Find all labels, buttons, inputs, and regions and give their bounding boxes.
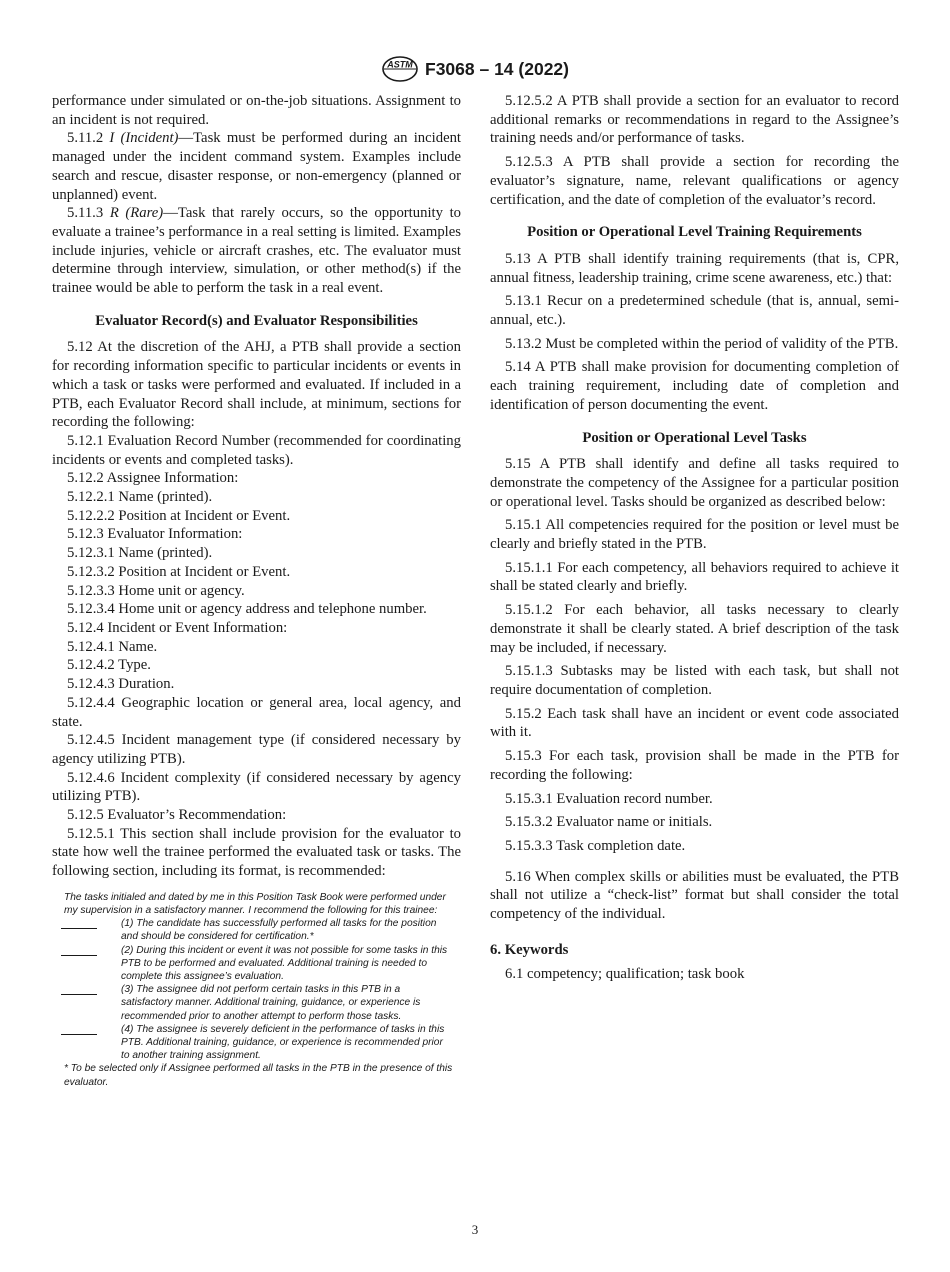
section-number: 5.11.3 bbox=[67, 205, 104, 222]
term-definition: —Task must be performed during an incident managed under the incident command system. Examples include search and rescue, disaster response, or non-emergency (planned or unplanned) event. bbox=[52, 130, 462, 203]
paragraph-5-12-4-2: 5.12.4.2 Type. bbox=[67, 657, 151, 674]
paragraph-5-13-2: 5.13.2 Must be completed within the period of validity of the PTB. bbox=[505, 335, 899, 352]
left-column bbox=[52, 92, 461, 1089]
recommendation-form-example bbox=[64, 891, 454, 1089]
section-heading-tasks: Position or Operational Level Tasks bbox=[582, 429, 807, 446]
term-definition: —Task that rarely occurs, so the opportunity to evaluate a trainee’s performance in a real setting is limited. Examples include injuries, vehicle or aircraft crashes, etc. The evaluator must determine through interview, simulation, or other method(s) if the trainee would be able to perform the task in a real event. bbox=[52, 205, 462, 297]
initial-blank-line bbox=[61, 1023, 97, 1035]
paragraph-5-15-1-2: 5.15.1.2 For each behavior, all tasks necessary to clearly demonstrate it shall be clearly stated. A brief description of the task may be included, if necessary. bbox=[490, 602, 899, 656]
initial-blank-line bbox=[61, 983, 97, 995]
section-heading-keywords: 6. Keywords bbox=[490, 941, 569, 958]
paragraph-5-15-1-3: 5.15.1.3 Subtasks may be listed with each task, but shall not require documentation of completion. bbox=[490, 663, 899, 698]
paragraph-5-15-3: 5.15.3 For each task, provision shall be made in the PTB for recording the following: bbox=[490, 748, 899, 783]
paragraph-5-12-5: 5.12.5 Evaluator’s Recommendation: bbox=[67, 807, 287, 824]
logo-text: ASTM bbox=[387, 59, 413, 70]
section-heading-training-requirements: Position or Operational Level Training Requirements bbox=[527, 224, 862, 241]
paragraph-5-12-3-3: 5.12.3.3 Home unit or agency. bbox=[67, 582, 245, 599]
paragraph-5-12-5-1: 5.12.5.1 This section shall include provision for the evaluator to state how well the trainee performed the evaluated task or tasks. The following section, including its format, is recommended: bbox=[52, 825, 461, 880]
form-intro-text: The tasks initialed and dated by me in this Position Task Book were performed under my supervision in a satisfactory manner. I recommend the following for this trainee: bbox=[64, 891, 446, 917]
page-header bbox=[0, 54, 950, 84]
paragraph-5-15-3-2: 5.15.3.2 Evaluator name or initials. bbox=[505, 814, 713, 831]
form-option-text: (4) The assignee is severely deficient in the performance of tasks in this PTB. Additional training, guidance, or experience is recommended prior to another training assignment. bbox=[121, 1023, 445, 1062]
page-number: 3 bbox=[471, 1222, 479, 1237]
paragraph-5-12-3-4: 5.12.3.4 Home unit or agency address and telephone number. bbox=[67, 601, 427, 618]
paragraph-5-12-3-1: 5.12.3.1 Name (printed). bbox=[67, 545, 213, 562]
paragraph-5-12-4-5: 5.12.4.5 Incident management type (if considered necessary by agency utilizing PTB). bbox=[52, 732, 461, 767]
section-number: 5.11.2 bbox=[67, 130, 104, 147]
paragraph-5-15-1: 5.15.1 All competencies required for the position or level must be clearly and briefly stated in the PTB. bbox=[490, 517, 899, 553]
form-option bbox=[64, 944, 454, 984]
astm-logo-icon bbox=[381, 55, 419, 83]
paragraph-5-12-2: 5.12.2 Assignee Information: bbox=[67, 470, 239, 487]
paragraph-5-11-3 bbox=[52, 204, 461, 298]
paragraph-5-15: 5.15 A PTB shall identify and define all tasks required to demonstrate the competency of the Assignee for a particular position or operational level. Tasks should be organized as described below: bbox=[490, 456, 899, 510]
term-rare: R (Rare) bbox=[109, 205, 164, 222]
form-option-text: (1) The candidate has successfully performed all tasks for the position and should be considered for certification.* bbox=[121, 918, 437, 943]
paragraph-6-1: 6.1 competency; qualification; task book bbox=[505, 966, 745, 983]
paragraph-5-15-3-3: 5.15.3.3 Task completion date. bbox=[505, 837, 686, 854]
paragraph-5-12-2-1: 5.12.2.1 Name (printed). bbox=[67, 489, 213, 506]
form-option-text: (2) During this incident or event it was not possible for some tasks in this PTB to be performed and evaluated. Additional training is needed to complete this assignee’s evaluation. bbox=[121, 944, 448, 983]
paragraph-5-12-1: 5.12.1 Evaluation Record Number (recommended for coordinating incidents or events and completed tasks). bbox=[52, 432, 461, 468]
initial-blank-line bbox=[61, 917, 97, 929]
paragraph-5-12-4-3: 5.12.4.3 Duration. bbox=[67, 676, 175, 693]
paragraph-5-12-3: 5.12.3 Evaluator Information: bbox=[67, 526, 243, 543]
paragraph-5-14: 5.14 A PTB shall make provision for documenting completion of each training requirement, including date of completion and identification of person documenting the event. bbox=[490, 359, 899, 413]
right-column bbox=[490, 92, 899, 984]
paragraph-5-12-3-2: 5.12.3.2 Position at Incident or Event. bbox=[67, 563, 291, 580]
form-footnote: * To be selected only if Assignee performed all tasks in the PTB in the presence of this evaluator. bbox=[64, 1063, 453, 1088]
paragraph-5-12: 5.12 At the discretion of the AHJ, a PTB shall provide a section for recording information specific to particular incidents or events in which a task or tasks were performed and evaluated. If included in a PTB, each Evaluator Record shall include, at minimum, sections for recording the following: bbox=[52, 339, 461, 431]
form-option-text: (3) The assignee did not perform certain tasks in this PTB in a satisfactory manner. Additional training, guidance, or experience is recommended prior to another attempt to perform those tasks. bbox=[121, 984, 421, 1022]
paragraph-continuation: performance under simulated or on-the-job situations. Assignment to an incident is not required. bbox=[52, 93, 461, 128]
section-heading-evaluator-records: Evaluator Record(s) and Evaluator Responsibilities bbox=[95, 312, 418, 329]
paragraph-5-12-5-3: 5.12.5.3 A PTB shall provide a section for recording the evaluator’s signature, name, relevant qualifications or agency certification, and the date of completion of the evaluator’s record. bbox=[490, 154, 899, 208]
paragraph-5-12-4-6: 5.12.4.6 Incident complexity (if considered necessary by agency utilizing PTB). bbox=[52, 769, 461, 805]
paragraph-5-12-5-2: 5.12.5.2 A PTB shall provide a section for an evaluator to record additional remarks or recommendations in regard to the Assignee’s training needs and/or performance of tasks. bbox=[490, 93, 899, 147]
paragraph-5-13: 5.13 A PTB shall identify training requirements (that is, CPR, annual fitness, leadership training, crime scene awareness, etc.) that: bbox=[490, 250, 899, 286]
paragraph-5-12-4: 5.12.4 Incident or Event Information: bbox=[67, 619, 288, 636]
paragraph-5-16: 5.16 When complex skills or abilities must be evaluated, the PTB shall not utilize a “check-list” format but shall consider the total competency of the individual. bbox=[490, 868, 899, 923]
form-option bbox=[64, 917, 454, 943]
initial-blank-line bbox=[61, 944, 97, 956]
paragraph-5-12-4-1: 5.12.4.1 Name. bbox=[67, 638, 158, 655]
paragraph-5-15-1-1: 5.15.1.1 For each competency, all behaviors required to achieve it shall be stated clearly and briefly. bbox=[490, 559, 899, 595]
term-incident: I (Incident) bbox=[109, 130, 179, 147]
paragraph-5-12-2-2: 5.12.2.2 Position at Incident or Event. bbox=[67, 507, 291, 524]
form-option bbox=[64, 983, 454, 1023]
paragraph-5-15-3-1: 5.15.3.1 Evaluation record number. bbox=[505, 790, 713, 807]
form-option bbox=[64, 1023, 454, 1063]
paragraph-5-12-4-4: 5.12.4.4 Geographic location or general area, local agency, and state. bbox=[52, 694, 461, 730]
paragraph-5-11-2 bbox=[52, 129, 461, 204]
paragraph-5-15-2: 5.15.2 Each task shall have an incident or event code associated with it. bbox=[490, 705, 899, 741]
paragraph-5-13-1: 5.13.1 Recur on a predetermined schedule (that is, annual, semi-annual, etc.). bbox=[490, 293, 899, 329]
standard-designation: F3068 – 14 (2022) bbox=[425, 58, 569, 79]
